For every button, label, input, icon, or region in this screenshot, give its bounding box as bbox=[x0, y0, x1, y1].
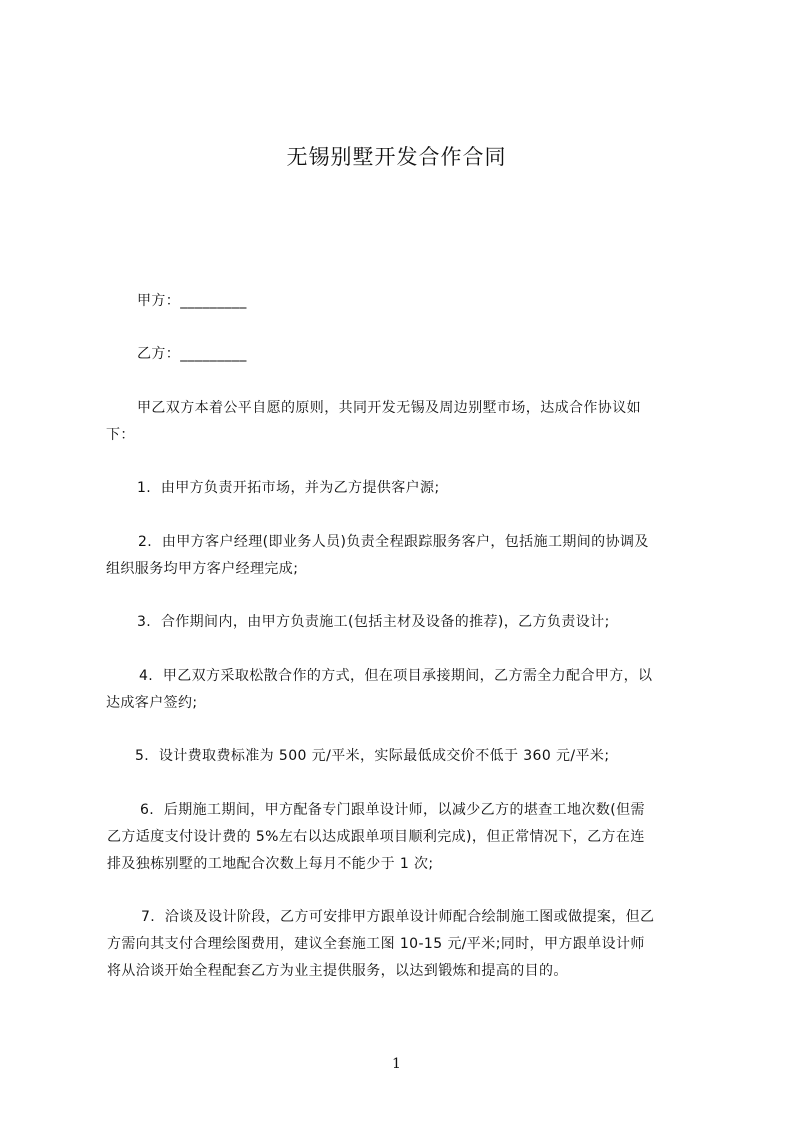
clause-2-line-2: 组织服务均甲方客户经理完成; bbox=[106, 561, 299, 577]
clause-1-line-1: 1. 由甲方负责开拓市场，并为乙方提供客户源; bbox=[137, 480, 440, 496]
clause-2-line-1: 2. 由甲方客户经理(即业务人员)负责全程跟踪服务客户，包括施工期间的协调及 bbox=[138, 534, 649, 550]
clause-7-line-1: 7. 洽谈及设计阶段，乙方可安排甲方跟单设计师配合绘制施工图或做提案，但乙 bbox=[141, 909, 655, 925]
intro-line-2: 下： bbox=[106, 427, 135, 443]
clause-6-line-2: 乙方适度支付设计费的 5%左右以达成跟单项目顺利完成)，但正常情况下，乙方在连 bbox=[107, 829, 645, 845]
clause-4-line-1: 4. 甲乙双方采取松散合作的方式，但在项目承接期间，乙方需全力配合甲方，以 bbox=[139, 668, 653, 684]
party-a-line: 甲方：_________ bbox=[137, 293, 247, 309]
party-b-line: 乙方：_________ bbox=[137, 346, 247, 362]
clause-7-line-3: 将从洽谈开始全程配套乙方为业主提供服务，以达到锻炼和提高的目的。 bbox=[107, 963, 568, 979]
document-title: 无锡别墅开发合作合同 bbox=[286, 145, 507, 169]
clause-4-line-2: 达成客户签约; bbox=[106, 695, 198, 711]
clause-6-line-3: 排及独栋别墅的工地配合次数上每月不能少于 1 次; bbox=[107, 856, 434, 872]
page-number: 1 bbox=[392, 1056, 401, 1072]
clause-7-line-2: 方需向其支付合理绘图费用，建议全套施工图 10-15 元/平米;同时，甲方跟单设计师 bbox=[107, 936, 645, 952]
clause-3-line-1: 3. 合作期间内，由甲方负责施工(包括主材及设备的推荐)，乙方负责设计; bbox=[137, 614, 610, 630]
clause-5-line-1: 5. 设计费取费标准为 500 元/平米，实际最低成交价不低于 360 元/平米; bbox=[135, 748, 610, 764]
intro-line-1: 甲乙双方本着公平自愿的原则，共同开发无锡及周边别墅市场，达成合作协议如 bbox=[137, 400, 641, 416]
clause-6-line-1: 6. 后期施工期间，甲方配备专门跟单设计师，以减少乙方的堪查工地次数(但需 bbox=[140, 802, 645, 818]
